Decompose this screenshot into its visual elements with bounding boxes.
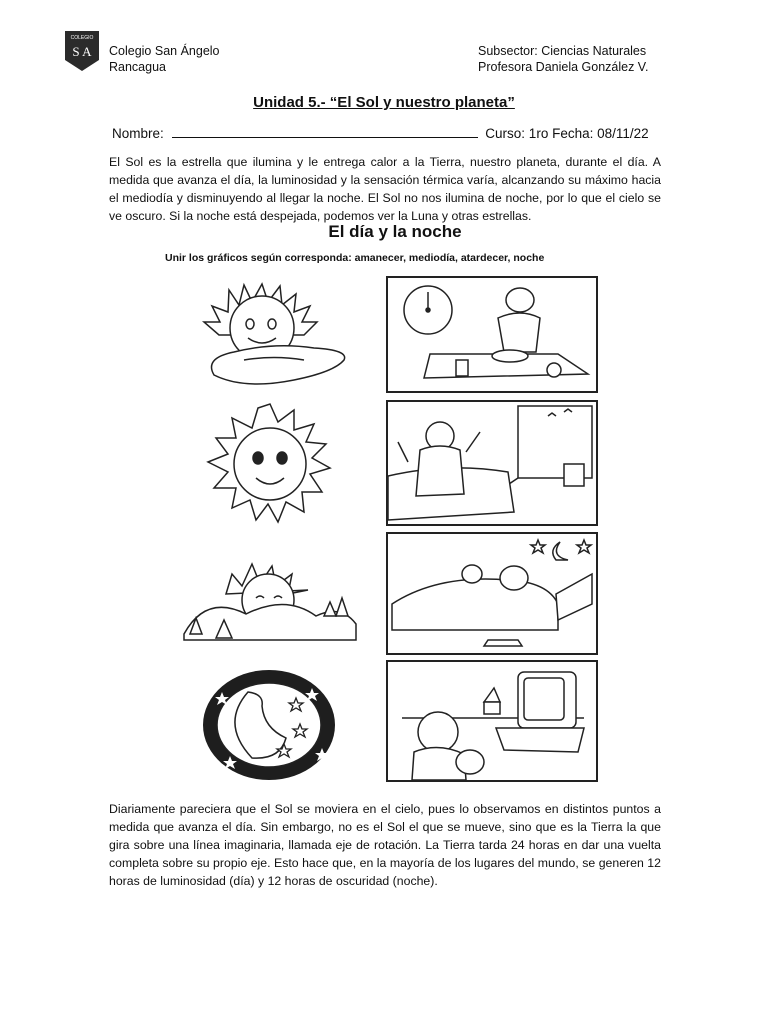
svg-text:COLEGIO: COLEGIO — [70, 35, 94, 41]
teacher-name: Profesora Daniela González V. — [478, 60, 649, 74]
scene-breakfast-frame — [386, 276, 598, 393]
school-city: Rancagua — [109, 60, 166, 74]
svg-text:S A: S A — [72, 44, 92, 59]
page-title: Unidad 5.- “El Sol y nuestro planeta” — [253, 94, 515, 111]
name-blank-field[interactable] — [172, 127, 478, 138]
student-info-row — [112, 126, 649, 141]
school-crest-logo — [64, 30, 100, 72]
scene-bedtime-frame — [386, 532, 598, 655]
school-info — [109, 43, 220, 75]
subject-label: Subsector: Ciencias Naturales — [478, 44, 647, 58]
name-label: Nombre: — [112, 126, 164, 141]
scene-waking-up-frame — [386, 400, 598, 526]
sunrise-sun-drawing — [184, 280, 354, 396]
school-name: Colegio San Ángelo — [109, 44, 220, 58]
activity-title: El día y la noche — [328, 222, 462, 241]
activity-instruction: Unir los gráficos según corresponda: amanecer, mediodía, atardecer, noche — [165, 252, 545, 264]
subject-info — [478, 43, 648, 75]
closing-paragraph: Diariamente pareciera que el Sol se moviera en el cielo, pues lo observamos en distintos puntos a medida que avanza el día. Sin embargo, no es el Sol el que se mueve, sino que es la Tierra la que gira sobre una línea imaginaria, llamada eje de rotación. La Tierra tarda 24 horas en dar una vuelta completa sobre su propio eje. Esto hace que, en la mayoría de los lugares del mundo, se generen 12 horas de luminosidad (día) y 12 horas de oscuridad (noche). — [109, 802, 661, 888]
scene-night-tv-frame — [386, 660, 598, 782]
noon-sun-drawing — [198, 402, 343, 524]
course-date-label: Curso: 1ro Fecha: 08/11/22 — [485, 126, 649, 141]
night-moon-drawing — [200, 668, 338, 782]
sunset-sun-drawing — [176, 554, 362, 654]
intro-paragraph: El Sol es la estrella que ilumina y le entrega calor a la Tierra, nuestro planeta, durante el día. A medida que avanza el día, la luminosidad y la sensación térmica varía, alcanzando su máximo hacia el mediodía y disminuyendo al llegar la noche. El Sol no nos ilumina de noche, por lo que el cielo se ve oscuro. Si la noche está despejada, podemos ver la Luna y otras estrellas. — [109, 155, 661, 223]
